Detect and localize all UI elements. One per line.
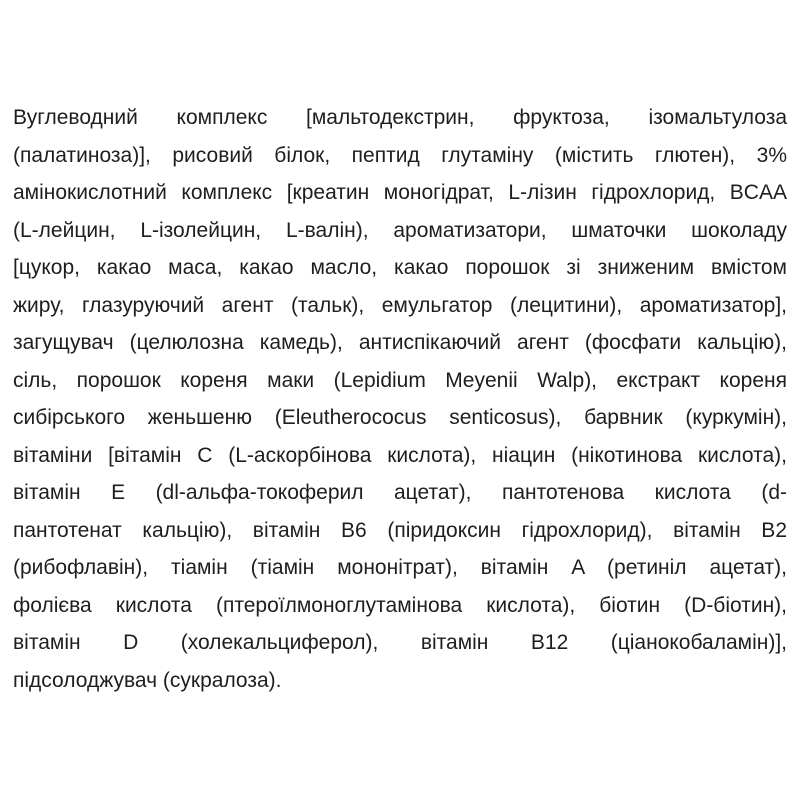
ingredients-text-line: підсолоджувач (сукралоза). [13,668,282,692]
ingredients-text-line: сибірського женьшеню (Eleutherococus senticosus), барвник (куркумін), [13,406,787,429]
ingredients-text-line: вітамін E (dl-альфа-токоферил ацетат), пантотенова кислота (d- [13,481,787,504]
ingredients-text-line: Вуглеводний комплекс [мальтодекстрин, фруктоза, ізомальтулоза [13,106,787,129]
ingredients-text-line: вітаміни [вітамін C (L-аскорбінова кислота), ніацин (нікотинова кислота), [13,443,787,467]
ingredients-text-line: фолієва кислота (птероїлмоноглутамінова кислота), біотин (D-біотин), [13,593,787,617]
ingredients-text-line: сіль, порошок кореня маки (Lepidium Meyenii Walp), екстракт кореня [13,368,787,392]
ingredients-text-line: жиру, глазуруючий агент (тальк), емульгатор (лецитини), ароматизатор], [13,293,787,317]
ingredients-text-line: загущувач (целюлозна камедь), антиспікаючий агент (фосфати кальцію), [13,331,787,354]
ingredients-text-line: вітамін D (холекальциферол), вітамін B12 (ціанокобаламін)], [13,631,787,654]
ingredients-text-line: [цукор, какао маса, какао масло, какао порошок зі зниженим вмістом [13,256,787,279]
ingredients-text-line: (рибофлавін), тіамін (тіамін мононітрат), вітамін A (ретиніл ацетат), [13,556,787,579]
ingredients-text-line: пантотенат кальцію), вітамін B6 (піридоксин гідрохлорид), вітамін B2 [13,518,787,542]
ingredients-text-line: (L-лейцин, L-ізолейцин, L-валін), ароматизатори, шматочки шоколаду [13,218,787,242]
ingredients-text-line: (палатиноза)], рисовий білок, пептид глутаміну (містить глютен), 3% [13,143,787,167]
ingredients-text-line: амінокислотний комплекс [креатин моногідрат, L-лізин гідрохлорид, BCAA [13,181,787,204]
